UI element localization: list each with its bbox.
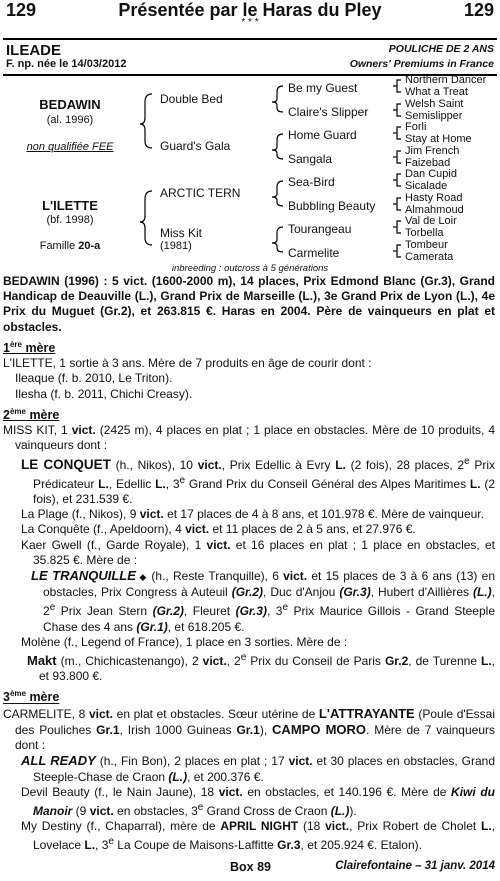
- inbreeding-note: inbreeding : outcross à 5 générations: [171, 263, 329, 274]
- text-run: Devil Beauty (f., le Nain Jaune), 18: [21, 784, 219, 799]
- produce-molene: Molène (f., Legend of France), 1 place en 3 sorties. Mère de :: [21, 634, 348, 649]
- pedigree-g3-1: Be my Guest: [288, 81, 358, 95]
- sire-note: non qualifiée FEE: [26, 141, 114, 153]
- sire-info: (al. 1996): [46, 114, 94, 126]
- text-run: Makt: [27, 652, 57, 668]
- text-run: e: [282, 602, 288, 614]
- pedigree-g2-4-year: (1981): [160, 240, 192, 252]
- text-run: , 2: [226, 653, 241, 668]
- section-number: 3: [3, 690, 10, 705]
- text-run: vict.: [139, 507, 164, 522]
- pedigree-g2-2: Guard's Gala: [160, 139, 231, 153]
- text-run: , Edellic: [108, 476, 156, 491]
- second-dam-intro: [3, 423, 495, 453]
- text-run: L.: [469, 476, 481, 491]
- text-run: , Duc d'Anjou: [263, 585, 340, 600]
- text-run: vict.: [283, 568, 308, 583]
- text-run: et 15 places de 3 à 6 ans (13) en obstacles, Prix Congress à Auteuil: [43, 568, 496, 600]
- text-run: , 3: [95, 838, 109, 853]
- text-run: (Gr.3): [339, 585, 371, 600]
- third-dam-carmelite: [3, 706, 495, 754]
- text-run: APRIL NIGHT: [220, 819, 299, 834]
- section-number: 1: [3, 340, 10, 355]
- dam-info: (bf. 1998): [46, 214, 94, 226]
- produce-la-plage: [3, 507, 495, 522]
- produce-line: Ilesha (f. b. 2011, Chichi Creasy).: [15, 386, 193, 401]
- horse-name: ILEADE: [6, 42, 62, 59]
- text-run: ).: [349, 803, 357, 818]
- page-footer: [0, 860, 495, 878]
- sale-info: Clairefontaine – 31 janv. 2014: [335, 860, 495, 872]
- text-run: LE CONQUET: [21, 456, 111, 472]
- section-label: mère: [25, 407, 60, 422]
- text-run: , Hubert d'Aillières: [370, 585, 473, 600]
- text-run: Grand Prix du Conseil Général des Alpes Maritimes: [185, 476, 470, 491]
- sire-name: BEDAWIN: [39, 97, 101, 112]
- dam-name: L'ILETTE: [42, 198, 98, 213]
- text-run: L'ATTRAYANTE: [318, 705, 415, 721]
- lot-number-left: 129: [6, 0, 37, 20]
- text-run: (h., Reste Tranquille), 6: [147, 568, 284, 583]
- text-run: La Coupe de Maisons-Laffitte: [113, 838, 278, 853]
- header-stars: * * *: [241, 17, 259, 28]
- text-run: (L.): [168, 769, 188, 784]
- text-run: Prix Prédicateur: [33, 457, 496, 491]
- pedigree-g3-5: Sea-Bird: [288, 175, 335, 189]
- text-run: ),: [259, 722, 273, 737]
- text-run: vict.: [71, 423, 96, 438]
- text-run: Gr.3: [277, 838, 301, 853]
- horse-birth: F. np. née le 14/03/2012: [6, 58, 127, 70]
- section-third-dam: [3, 686, 495, 705]
- text-run: en obstacles, 3: [113, 803, 198, 818]
- text-run: (Gr.2): [231, 585, 264, 600]
- owners-premiums: Owners' Premiums in France: [349, 58, 494, 70]
- text-run: et 11 places de 2 à 5 ans, et 27.976 €.: [209, 522, 416, 537]
- text-run: (2425 m), 4 places en plat ; 1 place en obstacles. Mère de 10 produits, 4 vainqueurs dont :: [15, 423, 495, 453]
- text-run: , de Turenne: [408, 653, 481, 668]
- text-run: CARMELITE, 8: [3, 706, 89, 721]
- text-run: L.: [481, 653, 492, 668]
- produce-le-tranquille: [3, 568, 495, 635]
- dam-line: L'ILETTE, 1 sortie à 3 ans. Mère de 7 produits en âge de courir dont :: [3, 356, 372, 371]
- text-run: (Gr.2): [152, 604, 184, 619]
- pedigree-g3-7: Tourangeau: [288, 222, 352, 236]
- text-run: ALL READY: [21, 753, 96, 769]
- pedigree-table: [0, 74, 500, 274]
- text-run: en obstacles, et 140.196 €. Mère de: [242, 784, 452, 799]
- pedigree-g4-1: Northern Dancer: [405, 74, 487, 86]
- text-run: e: [179, 474, 186, 486]
- text-run: Gr.1: [96, 722, 120, 737]
- text-run: MISS KIT, 1: [3, 423, 72, 438]
- text-run: en plat et obstacles. Sœur utérine de: [113, 706, 319, 721]
- text-run: Prix Jean Stern: [55, 604, 153, 619]
- pedigree-g2-4: Miss Kit: [160, 226, 202, 240]
- horse-sex-age: POULICHE DE 2 ANS: [388, 43, 494, 55]
- horse-name-box: [3, 38, 497, 76]
- section-label: mère: [21, 340, 56, 355]
- sire-summary: BEDAWIN (1996) : 5 vict. (1600-2000 m), 14 places, Prix Edmond Blanc (Gr.3), Grand Handicap de Deauville (L.), Grand Prix de Marseille (L.), 3e Grand Prix de Lyon (L.), 4e Prix du Muguet (Gr.2), et 263.815 €. Haras en 2004. Père de vainqueurs en plat et obstacles.: [3, 274, 495, 334]
- pedigree-g3-8: Carmelite: [288, 246, 340, 260]
- text-run: L.: [84, 838, 96, 853]
- pedigree-g3-6: Bubbling Beauty: [288, 199, 376, 213]
- text-run: vict.: [89, 803, 114, 818]
- text-run: , et 93.800 €.: [39, 653, 496, 684]
- text-run: (Gr.1): [136, 619, 168, 634]
- page-header: [6, 0, 494, 28]
- pedigree-g4-5: Forli: [405, 121, 427, 133]
- text-run: CAMPO MORO: [272, 721, 367, 737]
- text-run: (h., Nikos), 10: [110, 457, 198, 472]
- text-run: Kaer Gwell (f., Garde Royale), 1: [21, 537, 207, 552]
- section-second-dam: [3, 404, 495, 423]
- text-run: (9: [72, 803, 90, 818]
- text-run: vict.: [218, 784, 243, 799]
- pedigree-g4-4: Semislipper: [405, 110, 463, 122]
- text-run: L.: [335, 457, 346, 472]
- text-run: , 2: [43, 585, 495, 619]
- text-run: L.: [480, 819, 492, 834]
- pedigree-g2-1: Double Bed: [160, 92, 223, 106]
- pedigree-g2-3: ARCTIC TERN: [160, 186, 241, 200]
- jumper-mark-icon: ◆: [139, 571, 148, 582]
- text-run: , Irish 1000 Guineas: [119, 722, 237, 737]
- text-run: , Prix Robert de Cholet: [349, 819, 481, 834]
- text-run: (L.): [330, 803, 350, 818]
- pedigree-g4-6: Stay at Home: [405, 133, 472, 145]
- consignor-title: Présentée par le Haras du Pley: [118, 0, 382, 20]
- dam-family-label: Famille: [39, 240, 79, 252]
- text-run: e: [197, 801, 204, 813]
- text-run: (2 fois), 28 places, 2: [345, 457, 465, 472]
- text-run: L.: [98, 476, 109, 491]
- text-run: (18: [298, 819, 326, 834]
- text-run: vict.: [88, 706, 113, 721]
- pedigree-g4-12: Almahmoud: [405, 204, 464, 216]
- section-number: 2: [3, 407, 10, 422]
- produce-makt: [3, 650, 495, 684]
- text-run: e: [108, 836, 114, 848]
- pedigree-g4-10: Sicalade: [405, 180, 448, 192]
- pedigree-g4-7: Jim French: [405, 145, 460, 157]
- pedigree-g4-8: Faizebad: [405, 157, 451, 169]
- text-run: e: [49, 602, 56, 614]
- pedigree-g4-2: What a Treat: [405, 86, 468, 98]
- section-ordinal: ème: [9, 689, 26, 699]
- text-run: e: [240, 651, 247, 663]
- text-run: Gr.2: [384, 653, 409, 668]
- text-run: vict.: [185, 522, 210, 537]
- box-number: Box 89: [230, 860, 271, 874]
- text-run: L.: [155, 476, 166, 491]
- pedigree-g3-3: Home Guard: [288, 128, 357, 142]
- text-run: (2 fois), et 231.539 €.: [33, 476, 496, 506]
- text-run: et 16 places en plat ; 1 place en obstacles, et 35.825 €. Mère de :: [33, 537, 495, 567]
- text-run: (Gr.3): [235, 604, 267, 619]
- pedigree-g3-4: Sangala: [288, 152, 333, 166]
- text-run: et 30 places en obstacles, Grand Steeple-Chase de Craon: [33, 754, 495, 784]
- section-ordinal: ère: [9, 339, 22, 349]
- text-run: (h., Fin Bon), 2 places en plat ; 17: [95, 754, 289, 769]
- text-run: Prix du Conseil de Paris: [246, 653, 385, 668]
- text-run: et 17 places de 4 à 8 ans, et 101.978 €. Mère de vainqueur.: [163, 507, 484, 522]
- pedigree-g4-14: Torbella: [405, 227, 444, 239]
- section-first-dam: [3, 337, 495, 356]
- dam-family: [20, 240, 120, 252]
- text-run: La Conquête (f., Apeldoorn), 4: [21, 522, 186, 537]
- text-run: , Fleuret: [183, 604, 236, 619]
- text-run: , et 200.376 €.: [187, 769, 264, 784]
- catalogue-text: [3, 274, 495, 854]
- dam-family-number: 20-a: [78, 240, 101, 252]
- produce-all-ready: [3, 753, 495, 784]
- produce-line: Ileaque (f. b. 2010, Le Triton).: [15, 371, 173, 386]
- text-run: , Prix Edellic à Evry: [221, 457, 336, 472]
- pedigree-g4-3: Welsh Saint: [405, 98, 464, 110]
- text-run: , Lovelace: [33, 819, 495, 853]
- text-run: My Destiny (f., Chaparral), mère de: [21, 819, 221, 834]
- text-run: vict.: [206, 537, 231, 552]
- text-run: Gr.1: [236, 722, 260, 737]
- text-run: Grand Cross de Craon: [203, 803, 331, 818]
- section-label: mère: [25, 690, 60, 705]
- text-run: La Plage (f., Nikos), 9: [21, 507, 140, 522]
- produce-my-destiny: [3, 819, 495, 853]
- text-run: vict.: [325, 819, 350, 834]
- text-run: vict.: [288, 754, 313, 769]
- pedigree-g4-15: Tombeur: [405, 239, 448, 251]
- pedigree-g4-9: Dan Cupid: [405, 168, 457, 180]
- text-run: , 3: [165, 476, 180, 491]
- text-run: vict.: [197, 457, 222, 472]
- produce-devil-beauty: [3, 785, 495, 819]
- text-run: , et 205.924 €. Etalon).: [300, 838, 422, 853]
- text-run: vict.: [202, 653, 227, 668]
- text-run: e: [464, 455, 470, 467]
- text-run: , et 618.205 €.: [167, 619, 245, 634]
- section-ordinal: ème: [9, 406, 26, 416]
- text-run: Prix Maurice Gillois - Grand Steeple Chase des 4 ans: [43, 604, 495, 634]
- produce-kaer-gwell: [3, 538, 495, 568]
- text-run: LE TRANQUILLE: [31, 567, 136, 583]
- text-run: , 3: [266, 604, 283, 619]
- text-run: (m., Chichicastenango), 2: [56, 653, 203, 668]
- text-run: Kiwi du Manoir: [33, 784, 495, 818]
- pedigree-g4-16: Camerata: [405, 251, 454, 263]
- lot-number-right: 129: [463, 0, 494, 20]
- pedigree-g3-2: Claire's Slipper: [288, 105, 369, 119]
- text-run: . Mère de 7 vainqueurs dont :: [15, 722, 495, 753]
- produce-le-conquet: [3, 454, 495, 508]
- text-run: (Poule d'Essai des Pouliches: [15, 706, 495, 737]
- pedigree-g4-13: Val de Loir: [405, 215, 457, 227]
- text-run: (L.): [472, 585, 492, 600]
- pedigree-g4-11: Hasty Road: [405, 192, 463, 204]
- produce-la-conquete: [3, 522, 495, 537]
